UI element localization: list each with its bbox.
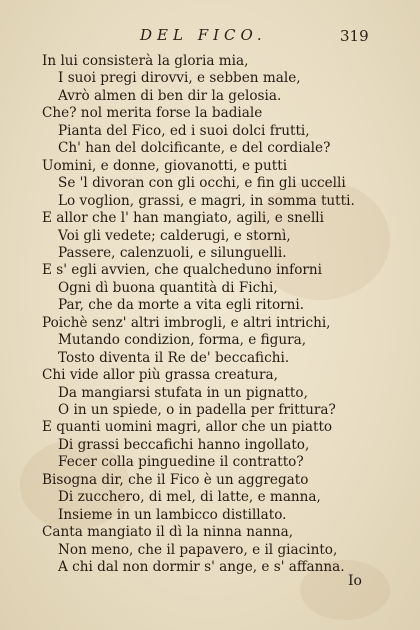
poem-line: Ogni dì buona quantità di Fichi, bbox=[58, 279, 278, 296]
poem-line: Fecer colla pinguedine il contratto? bbox=[58, 454, 304, 471]
running-head: DEL FICO. bbox=[140, 26, 267, 44]
poem-line: Tosto diventa il Re de' beccafichi. bbox=[58, 349, 290, 366]
poem-line: Avrò almen di ben dir la gelosia. bbox=[58, 87, 282, 104]
poem-line: A chi dal non dormir s' ange, e s' affanna. bbox=[58, 559, 345, 576]
poem-line: Che? nol merita forse la badiale bbox=[42, 105, 263, 122]
catchword: Io bbox=[348, 573, 362, 589]
poem-line: Di grassi beccafichi hanno ingollato, bbox=[58, 436, 310, 453]
poem-line: Par, che da morte a vita egli ritorni. bbox=[58, 297, 305, 314]
poem-line: Lo voglion, grassi, e magri, in somma tutti. bbox=[58, 192, 355, 209]
poem-line: Pianta del Fico, ed i suoi dolci frutti, bbox=[58, 122, 310, 139]
poem-line: Voi gli vedete; calderugi, e stornì, bbox=[58, 227, 291, 244]
page-header bbox=[0, 26, 420, 46]
poem-line: Chi vide allor più grassa creatura, bbox=[42, 367, 278, 384]
poem-line: Uomini, e donne, giovanotti, e putti bbox=[42, 157, 288, 174]
poem-line: Insieme in un lambicco distillato. bbox=[58, 506, 287, 523]
poem-line: E allor che l' han mangiato, agili, e snelli bbox=[42, 210, 324, 227]
poem-line: Da mangiarsi stufata in un pignatto, bbox=[58, 384, 308, 401]
poem-line: Non meno, che il papavero, e il giacinto, bbox=[58, 541, 338, 558]
poem-line: Canta mangiato il dì la ninna nanna, bbox=[42, 524, 294, 541]
poem-line: E s' egli avvien, che qualcheduno inforni bbox=[42, 262, 322, 279]
poem-line: Bisogna dir, che il Fico è un aggregato bbox=[42, 471, 309, 488]
poem-line: O in un spiede, o in padella per frittura? bbox=[58, 402, 336, 418]
poem-line: In lui consisterà la gloria mia, bbox=[42, 53, 249, 69]
poem-line: Passere, calenzuoli, e silunguelli. bbox=[58, 244, 287, 261]
poem-line: Se 'l divoran con gli occhi, e fin gli uccelli bbox=[58, 175, 346, 192]
poem-line: Ch' han del dolcificante, e del cordiale? bbox=[58, 140, 331, 157]
poem-line: I suoi pregi dirovvi, e sebben male, bbox=[58, 70, 301, 87]
poem-line: Poichè senz' altri imbrogli, e altri intrichi, bbox=[42, 314, 331, 331]
poem-line: Di zucchero, di mel, di latte, e manna, bbox=[58, 489, 321, 506]
page-number: 319 bbox=[340, 27, 369, 45]
poem-line: E quanti uomini magri, allor che un piatto bbox=[42, 419, 333, 436]
poem-line: Mutando condizion, forma, e figura, bbox=[58, 332, 307, 349]
